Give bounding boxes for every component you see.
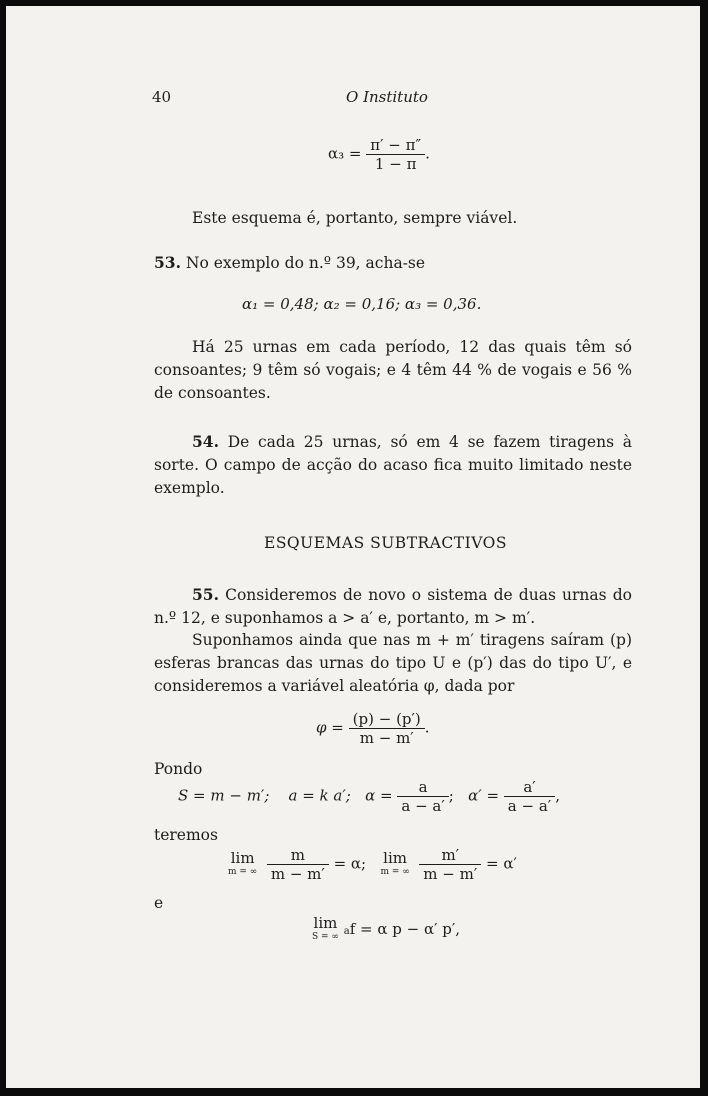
limit: lim m = ∞ (228, 848, 258, 877)
fraction: $\frac{\pi' - \pi''}{1 - \pi}$ (366, 136, 425, 173)
section-54: 54. De cada 25 urnas, só em 4 se fazem tiragens à sorte. O campo de acção do acaso fica muito limitado neste exemplo. (154, 432, 632, 497)
equation-phi: φ = $\frac{(p) - (p')}{m - m'}$ . (316, 710, 430, 747)
section-53: 53. No exemplo do n.º 39, acha-se (154, 253, 426, 272)
equation-limits: lim m = ∞ $\frac{m}{m - m'}$ = α; lim m = ∞ $\frac{m'}{m - m'}$ = α′ (228, 846, 517, 883)
equation-alpha3: α₃ = $\frac{\pi' - \pi''}{1 - \pi}$ . (328, 136, 430, 173)
equation-final: lim S = ∞ af = α p − α′ p′, (312, 914, 461, 942)
fraction: $\frac{m'}{m - m'}$ (419, 846, 481, 883)
section-55: 55. Consideremos de novo o sistema de duas urnas do n.º 12, e suponhamos a > a′ e, portanto, m > m′. (154, 585, 632, 627)
limit: lim S = ∞ (312, 914, 339, 942)
equation-definitions: S = m − m′; a = k a′; α = $\frac{a}{a - a'}$ ; α′ = $\frac{a'}{a - a'}$ , (178, 778, 560, 815)
equation-alphas: α₁ = 0,48; α₂ = 0,16; α₃ = 0,36. (242, 295, 482, 313)
paragraph-suponhamos: Suponhamos ainda que nas m + m′ tiragens saíram (p) esferas brancas das urnas do tipo U e (p′) das do tipo U′, e consideremos a variável aleatória φ, dada por (154, 631, 632, 695)
paragraph-urnas: Há 25 urnas em cada período, 12 das quais têm só consoantes; 9 têm só vogais; e 4 têm 44 % de vogais e 56 % de consoantes. (154, 338, 632, 402)
fraction: $\frac{m}{m - m'}$ (267, 846, 329, 883)
page-number: 40 (152, 88, 172, 106)
word-e: e (154, 894, 164, 912)
running-title: O Instituto (346, 88, 428, 106)
fraction: $\frac{a'}{a - a'}$ (504, 778, 555, 815)
limit: lim m = ∞ (380, 848, 410, 877)
fraction: $\frac{(p) - (p')}{m - m'}$ (349, 710, 425, 747)
section-heading: ESQUEMAS SUBTRACTIVOS (264, 534, 507, 552)
paragraph: Este esquema é, portanto, sempre viável. (192, 209, 518, 227)
word-pondo: Pondo (154, 760, 203, 778)
word-teremos: teremos (154, 826, 218, 844)
page (6, 6, 700, 1088)
fraction: $\frac{a}{a - a'}$ (397, 778, 448, 815)
